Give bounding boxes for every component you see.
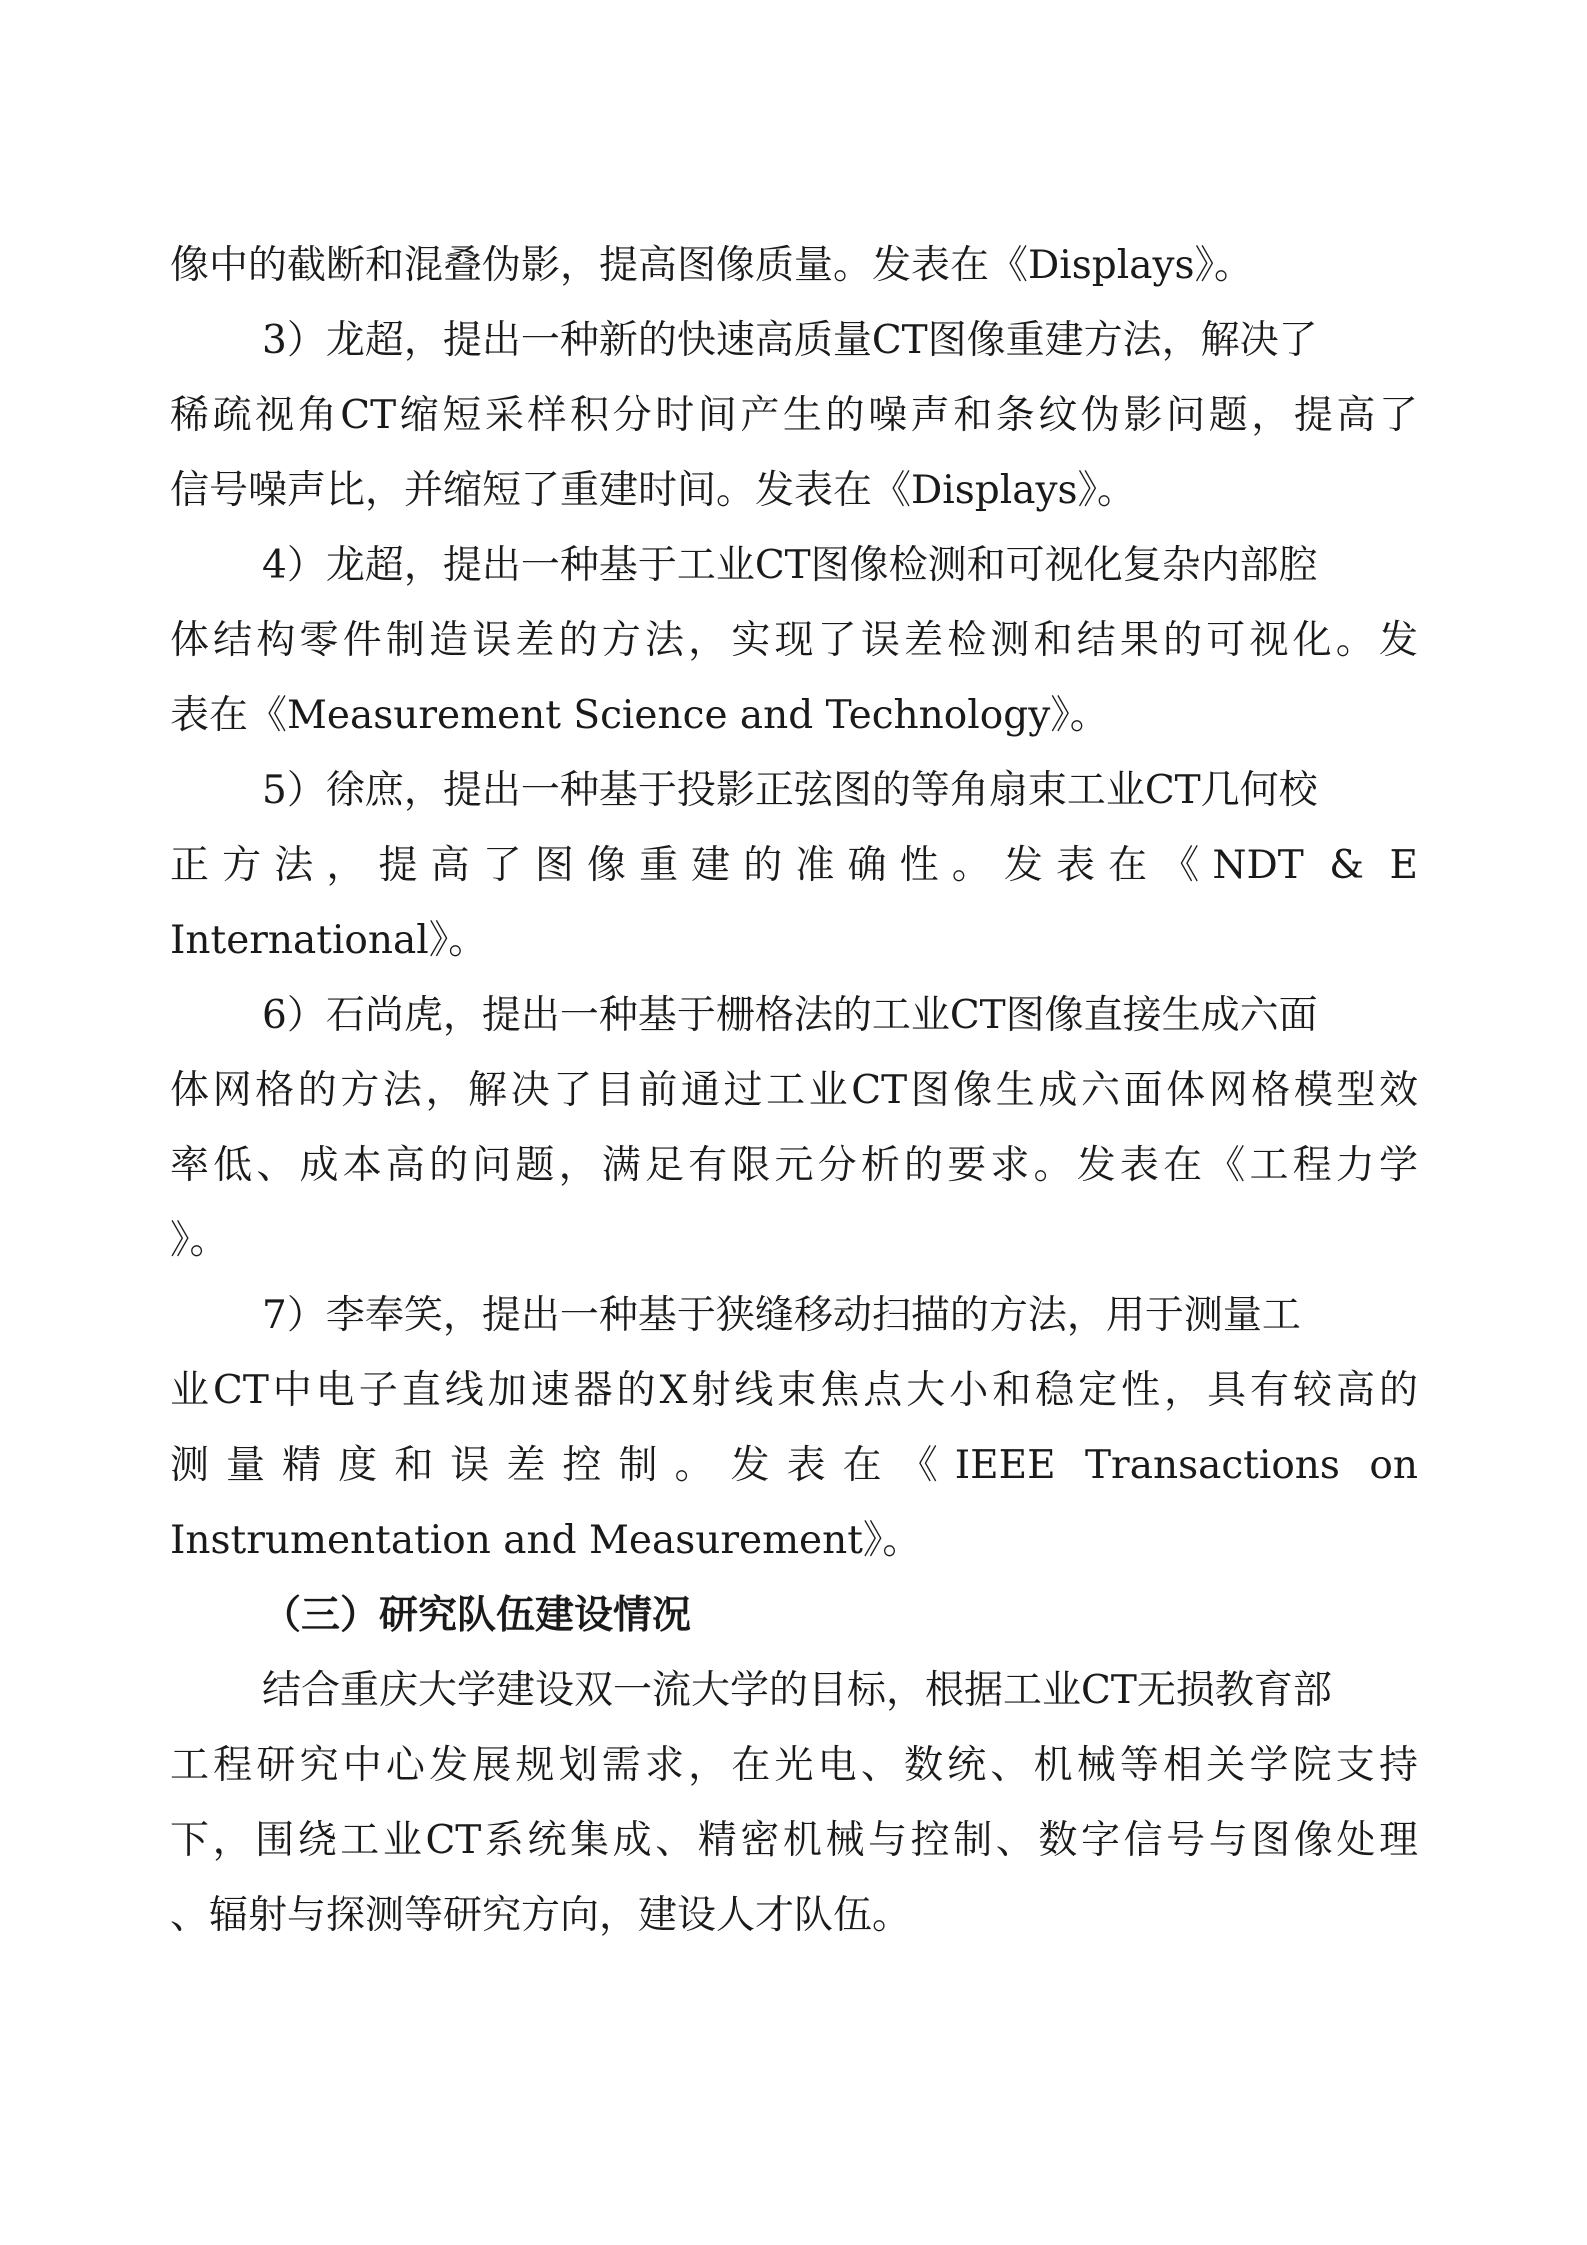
text-line: 稀疏视角CT缩短采样积分时间产生的噪声和条纹伪影问题，提高了 — [170, 393, 1418, 438]
text-line: 业CT中电子直线加速器的X射线束焦点大小和稳定性，具有较高的 — [170, 1368, 1418, 1413]
text-line: 信号噪声比，并缩短了重建时间。发表在《Displays》。 — [170, 468, 1136, 513]
text-line: 测量精度和误差控制。发表在《IEEE Transactions on — [170, 1443, 1418, 1488]
text-line: 率低、成本高的问题，满足有限元分析的要求。发表在《工程力学 — [170, 1143, 1418, 1188]
text-line: 5）徐庶，提出一种基于投影正弦图的等角扇束工业CT几何校 — [262, 768, 1318, 813]
text-line: 表在《Measurement Science and Technology》。 — [170, 693, 1109, 738]
text-line: 、辐射与探测等研究方向，建设人才队伍。 — [170, 1893, 912, 1938]
text-line: 正方法，提高了图像重建的准确性。发表在《NDT & E — [170, 843, 1418, 888]
text-line: 6）石尚虎，提出一种基于栅格法的工业CT图像直接生成六面 — [262, 993, 1318, 1038]
text-line: 工程研究中心发展规划需求，在光电、数统、机械等相关学院支持 — [170, 1743, 1418, 1788]
text-line: 体结构零件制造误差的方法，实现了误差检测和结果的可视化。发 — [170, 618, 1418, 663]
text-line: 像中的截断和混叠伪影，提高图像质量。发表在《Displays》。 — [170, 243, 1253, 288]
text-line: 结合重庆大学建设双一流大学的目标，根据工业CT无损教育部 — [262, 1668, 1332, 1713]
text-line: 下，围绕工业CT系统集成、精密机械与控制、数字信号与图像处理 — [170, 1818, 1418, 1863]
text-line: 》。 — [170, 1218, 229, 1263]
text-line: 7）李奉笑，提出一种基于狭缝移动扫描的方法，用于测量工 — [262, 1293, 1301, 1338]
text-line: 4）龙超，提出一种基于工业CT图像检测和可视化复杂内部腔 — [262, 543, 1318, 588]
document-page — [170, 228, 1418, 1953]
text-line: International》。 — [170, 918, 488, 963]
section-heading: （三）研究队伍建设情况 — [262, 1593, 692, 1638]
text-line: 3）龙超，提出一种新的快速高质量CT图像重建方法，解决了 — [262, 318, 1318, 363]
text-line: 体网格的方法，解决了目前通过工业CT图像生成六面体网格模型效 — [170, 1068, 1418, 1113]
text-line: Instrumentation and Measurement》。 — [170, 1518, 922, 1563]
